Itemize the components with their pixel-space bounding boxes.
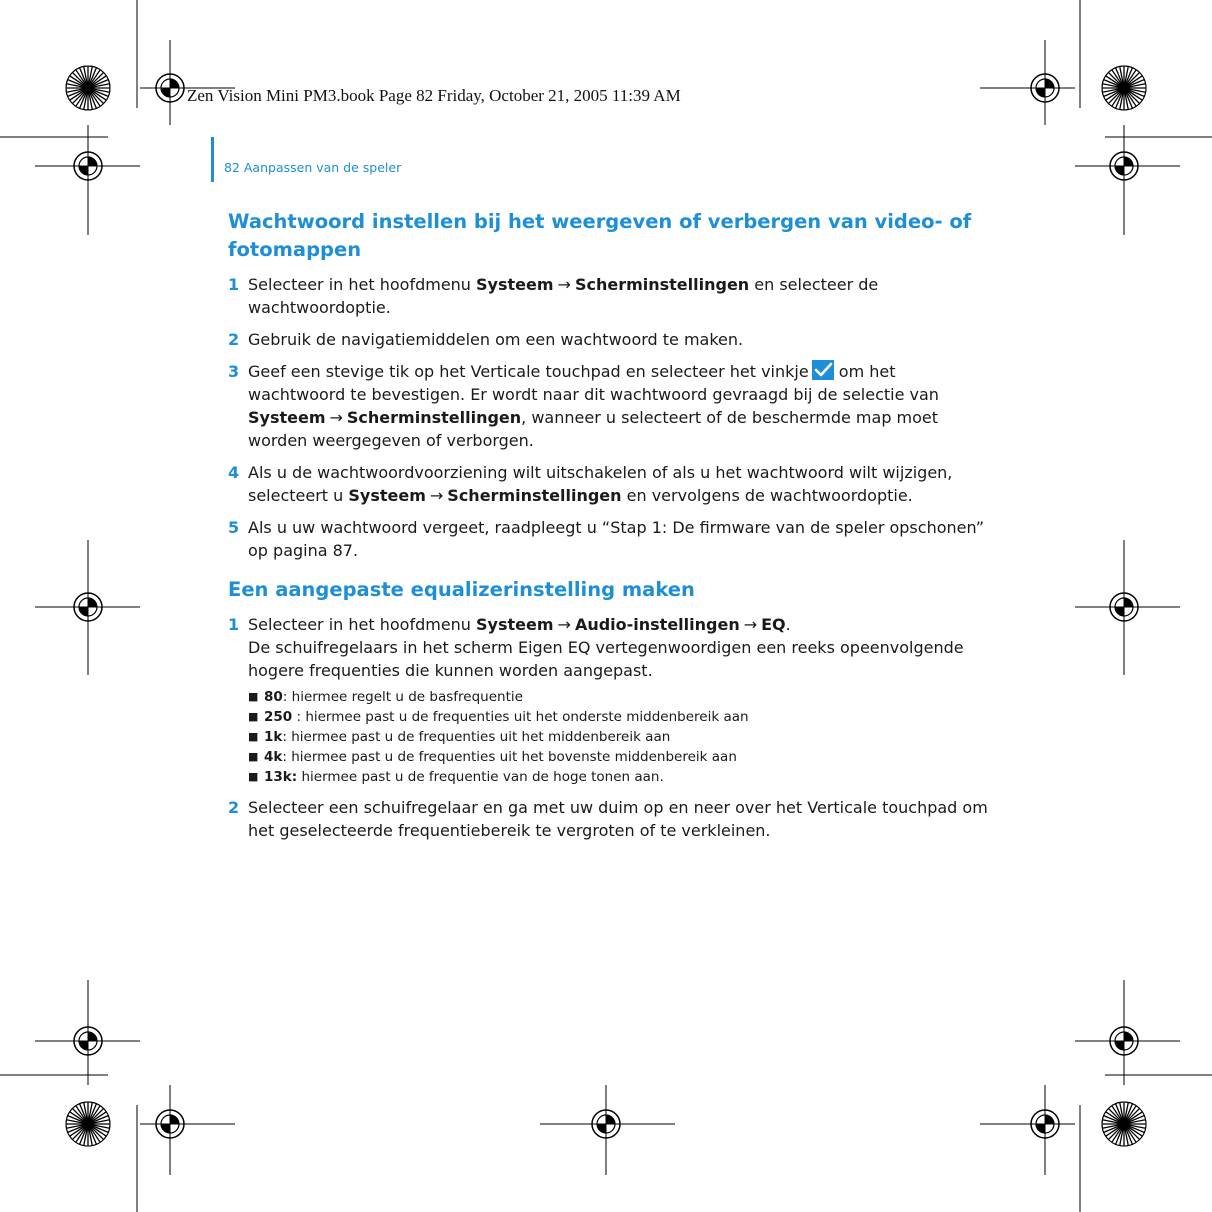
checkmark-icon bbox=[812, 360, 834, 380]
section-heading: Een aangepaste equalizerinstelling maken bbox=[228, 578, 695, 601]
page-body bbox=[228, 208, 988, 851]
list-item: ■ 13k: hiermee past u de frequentie van de hoge tonen aan. bbox=[248, 767, 988, 787]
list-item: ■ 80: hiermee regelt u de basfrequentie bbox=[248, 687, 988, 707]
step-number: 1 bbox=[228, 275, 240, 294]
step-number: 3 bbox=[228, 362, 240, 381]
steps-list bbox=[228, 613, 988, 842]
starburst-target-icon bbox=[1102, 1102, 1146, 1146]
step-item: 2 Selecteer een schuifregelaar en ga met uw duim op en neer over het Verticale touchpad om het geselecteerde frequentiebereik te vergroten of te verkleinen. bbox=[228, 798, 988, 840]
starburst-target-icon bbox=[1102, 66, 1146, 110]
step-item: 4 Als u de wachtwoordvoorziening wilt uitschakelen of als u het wachtwoord wilt wijzigen, selecteert u Systeem → Scherminstellingen en vervolgens de wachtwoordoptie. bbox=[228, 463, 953, 505]
step-item: 2 Gebruik de navigatiemiddelen om een wachtwoord te maken. bbox=[228, 330, 744, 349]
starburst-target-icon bbox=[66, 66, 110, 110]
step-number: 2 bbox=[228, 330, 240, 349]
eq-band-list bbox=[248, 687, 988, 787]
step-number: 4 bbox=[228, 463, 240, 482]
step-item: 5 Als u uw wachtwoord vergeet, raadpleegt u “Stap 1: De firmware van de speler opschonen” op pagina 87. bbox=[228, 518, 985, 560]
list-item: ■ 250 : hiermee past u de frequenties uit het onderste middenbereik aan bbox=[248, 707, 988, 727]
step-description: De schuifregelaars in het scherm Eigen EQ vertegenwoordigen een reeks opeenvolgende hogere frequenties die kunnen worden aangepast. bbox=[248, 638, 964, 680]
running-head-bar bbox=[211, 137, 214, 182]
list-item: ■ 4k: hiermee past u de frequenties uit het bovenste middenbereik aan bbox=[248, 747, 988, 767]
starburst-target-icon bbox=[66, 1102, 110, 1146]
print-imprint: Zen Vision Mini PM3.book Page 82 Friday, October 21, 2005 11:39 AM bbox=[187, 86, 681, 105]
step-item: 1 Selecteer in het hoofdmenu Systeem → Audio-instellingen → EQ. De schuifregelaars in het scherm Eigen EQ vertegenwoordigen een reeks opeenvolgende hogere frequenties die kunnen worden aangepast. ■ 80: hiermee regelt u de basfrequentie ■ 250 : hiermee past u de frequenties uit het onderste middenbereik aan ■ 1k: hiermee past u de frequenties uit het middenbereik aan ■ 4k: hiermee past u de frequenties uit het bovenste middenbereik aan ■ 13k: hiermee past u de frequentie van de hoge tonen aan. bbox=[228, 613, 988, 787]
steps-list bbox=[228, 273, 988, 562]
step-number: 1 bbox=[228, 615, 240, 634]
step-number: 5 bbox=[228, 518, 240, 537]
step-item: 1 Selecteer in het hoofdmenu Systeem → Scherminstellingen en selecteer de wachtwoordoptie. bbox=[228, 275, 879, 317]
section-heading: Wachtwoord instellen bij het weergeven of verbergen van video- of fotomappen bbox=[228, 210, 972, 261]
step-number: 2 bbox=[228, 798, 240, 817]
running-head: 82 Aanpassen van de speler bbox=[224, 160, 402, 175]
list-item: ■ 1k: hiermee past u de frequenties uit het middenbereik aan bbox=[248, 727, 988, 747]
step-item: 3 Geef een stevige tik op het Verticale touchpad en selecteer het vinkje om het wachtwoord te bevestigen. Er wordt naar dit wachtwoord gevraagd bij de selectie van Systeem → Scherminstellingen, wanneer u selecteert of de beschermde map moet worden weergegeven of verborgen. bbox=[228, 362, 939, 450]
